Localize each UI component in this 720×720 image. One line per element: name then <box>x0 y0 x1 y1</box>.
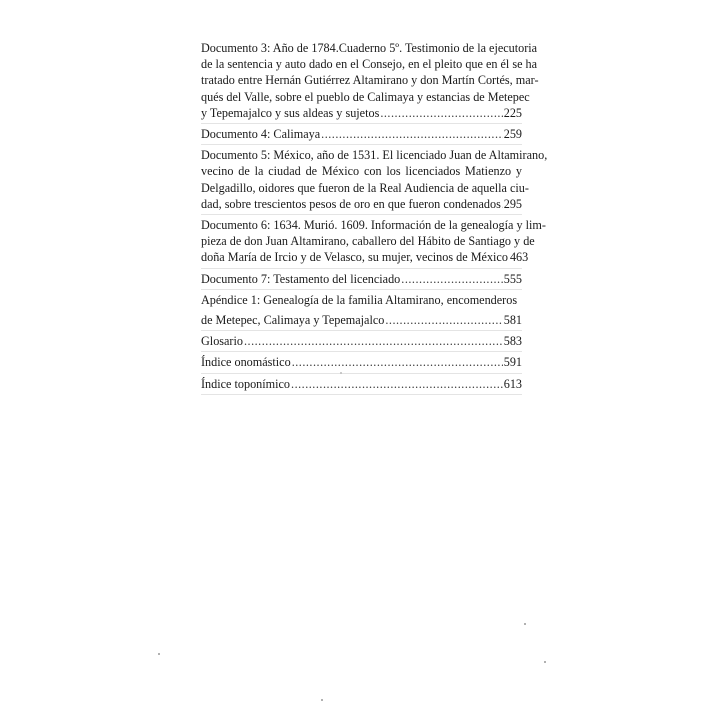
dot-leader <box>244 333 503 349</box>
entry-title: Índice onomástico <box>201 355 291 370</box>
entry-leader-line <box>201 376 522 392</box>
toc-entry-documento-6 <box>201 215 546 269</box>
entry-title: Documento 4: Calimaya <box>201 127 321 142</box>
page-number: 613 <box>503 376 522 391</box>
scan-speck <box>340 372 342 374</box>
entry-leader-line <box>201 333 522 349</box>
page-number: 463 <box>509 250 529 265</box>
entry-title: Glosario <box>201 334 243 349</box>
dot-leader <box>291 376 503 392</box>
entry-leader-line <box>201 354 522 370</box>
page-number: 591 <box>503 355 522 370</box>
page-number: 259 <box>503 127 522 142</box>
dot-leader <box>292 354 503 370</box>
entry-text-line: Apéndice 1: Genealogía de la familia Altamirano, encomenderos <box>201 292 518 307</box>
entry-text-line: pieza de don Juan Altamirano, caballero del Hábito de Santiago y de <box>201 234 535 249</box>
entry-text-line: de la sentencia y auto dado en el Consejo, en el pleito que en él se ha <box>201 57 538 72</box>
entry-text-line: Documento 6: 1634. Murió. 1609. Información de la genealogía y lim- <box>201 218 546 233</box>
entry-leader-line <box>201 312 522 328</box>
scan-speck <box>544 661 546 663</box>
entry-leader-line <box>201 249 529 265</box>
toc-entry-documento-7 <box>201 269 522 290</box>
dot-leader <box>502 196 503 212</box>
page-number: 225 <box>503 105 522 120</box>
entry-text-line: y Tepemajalco y sus aldeas y sujetos <box>201 105 380 120</box>
entry-leader-line <box>201 105 522 121</box>
entry-leader-line <box>201 196 522 212</box>
toc-entry-indice-onomastico <box>201 352 522 373</box>
entry-leader-line <box>201 126 522 142</box>
entry-text-line: Documento 5: México, año de 1531. El licenciado Juan de Altamirano, <box>201 148 548 163</box>
dot-leader <box>321 126 503 142</box>
entry-title: Índice toponímico <box>201 376 291 391</box>
dot-leader <box>401 271 502 287</box>
entry-text-line: vecino de la ciudad de México con los licenciados Matienzo y <box>201 164 522 179</box>
entry-text-line: Delgadillo, oidores que fueron de la Real Audiencia de aquella ciu- <box>201 180 529 195</box>
scan-speck <box>321 699 323 701</box>
entry-text-line: dad, sobre trescientos pesos de oro en que fueron condenados <box>201 196 501 211</box>
dot-leader <box>385 312 502 328</box>
toc-entry-documento-4 <box>201 124 522 145</box>
entry-leader-line <box>201 271 522 287</box>
entry-text-line: qués del Valle, sobre el pueblo de Calimaya y estancias de Metepec <box>201 89 530 104</box>
page-number: 583 <box>503 334 522 349</box>
entry-title: Documento 7: Testamento del licenciado <box>201 271 401 286</box>
scan-speck <box>524 623 526 625</box>
entry-text-line: de Metepec, Calimaya y Tepemajalco <box>201 313 385 328</box>
entry-text-line: doña María de Ircio y de Velasco, su mujer, vecinos de México <box>201 250 508 265</box>
toc-entry-apendice-1 <box>201 290 522 331</box>
scan-speck <box>158 653 160 655</box>
page-number: 555 <box>503 271 522 286</box>
toc-entry-documento-3 <box>201 40 539 124</box>
entry-text-line: Documento 3: Año de 1784.Cuaderno 5º. Testimonio de la ejecutoria <box>201 41 538 55</box>
entry-text-line: tratado entre Hernán Gutiérrez Altamirano y don Martín Cortés, mar- <box>201 73 539 88</box>
toc-entry-documento-5 <box>201 145 548 215</box>
table-of-contents <box>201 40 548 395</box>
page-number: 581 <box>503 313 522 328</box>
dot-leader <box>380 105 502 121</box>
toc-entry-glosario <box>201 331 522 352</box>
page-number: 295 <box>503 196 522 211</box>
toc-entry-indice-toponimico <box>201 374 522 395</box>
